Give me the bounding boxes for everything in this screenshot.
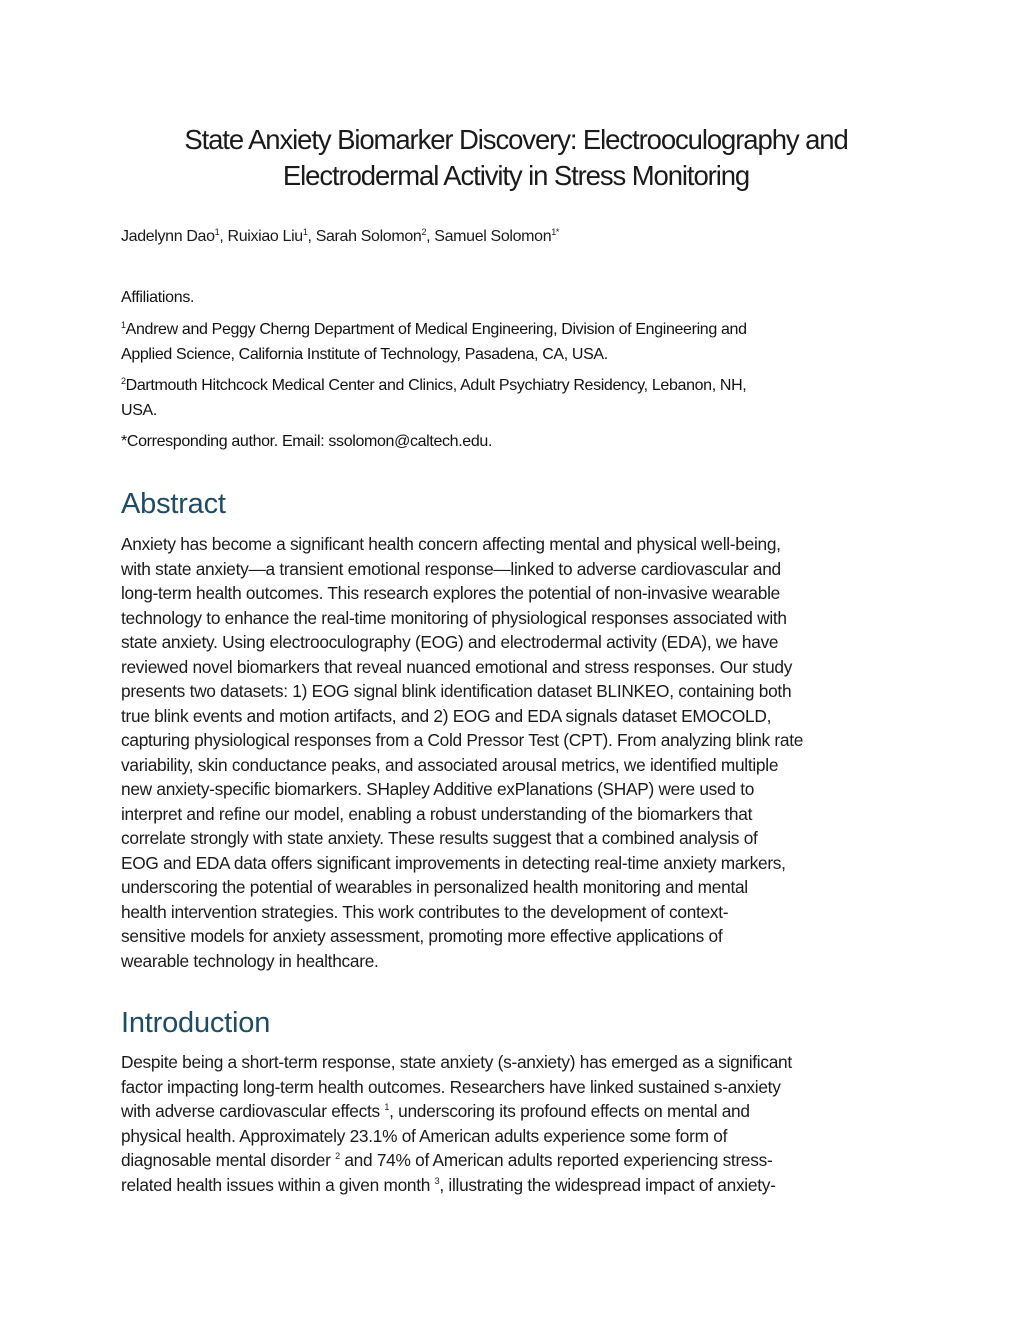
citation-ref[interactable]: 2 [335, 1151, 340, 1161]
introduction-line: physical health. Approximately 23.1% of American adults experience some form of [121, 1125, 728, 1146]
citation-ref[interactable]: 1 [384, 1102, 390, 1112]
title-line: State Anxiety Biomarker Discovery: Electrooculography and [184, 124, 848, 155]
abstract-line: presents two datasets: 1) EOG signal blink identification dataset BLINKEO, containing both [121, 681, 792, 701]
author: Sarah Solomon$^2$, [315, 227, 435, 245]
author: Samuel Solomon$^{1*}$ [434, 227, 560, 245]
abstract-line: EOG and EDA data offers significant improvements in detecting real-time anxiety markers, [121, 852, 786, 873]
abstract-line: health intervention strategies. This work contributes to the development of context- [121, 901, 729, 922]
abstract-line: wearable technology in healthcare. [121, 950, 379, 971]
abstract-line: interpret and refine our model, enabling a robust understanding of the biomarkers that [121, 803, 753, 824]
citation-ref[interactable]: 3 [434, 1175, 440, 1186]
abstract-body [121, 532, 911, 973]
introduction-line: related health issues within a given month $^3$, illustrating the widespread impact of anxiety- [121, 1174, 776, 1195]
paper-title [121, 122, 911, 194]
abstract-line: new anxiety-specific biomarkers. SHapley Additive exPlanations (SHAP) were used to [121, 779, 755, 799]
abstract-line: reviewed novel biomarkers that reveal nuanced emotional and stress responses. Our study [121, 656, 793, 677]
introduction-line: Despite being a short-term response, state anxiety (s-anxiety) has emerged as a significant [121, 1052, 792, 1072]
author-list [121, 226, 559, 248]
abstract-line: variability, skin conductance peaks, and associated arousal metrics, we identified multiple [121, 754, 779, 775]
abstract-line: underscoring the potential of wearables in personalized health monitoring and mental [121, 877, 748, 897]
author: Ruixiao Liu$^1$, [227, 227, 316, 245]
affiliations-heading: Affiliations. [121, 289, 195, 306]
corresponding-author: *Corresponding author. Email: ssolomon@caltech.edu. [121, 433, 493, 450]
introduction-line: diagnosable mental disorder $^2$ and 74% of American adults reported experiencing stress- [121, 1150, 773, 1170]
abstract-line: technology to enhance the real-time monitoring of physiological responses associated with [121, 607, 787, 628]
abstract-line: true blink events and motion artifacts, and 2) EOG and EDA signals dataset EMOCOLD, [121, 705, 772, 726]
introduction-line: with adverse cardiovascular effects $^1$, underscoring its profound effects on mental and [121, 1101, 750, 1121]
abstract-line: Anxiety has become a significant health concern affecting mental and physical well-being, [121, 534, 781, 554]
affiliation-2: $^2$Dartmouth Hitchcock Medical Center and Clinics, Adult Psychiatry Residency, Lebanon, NH, USA. [121, 376, 747, 419]
abstract-line: state anxiety. Using electrooculography (EOG) and electrodermal activity (EDA), we have [121, 632, 779, 652]
abstract-line: sensitive models for anxiety assessment, promoting more effective applications of [121, 926, 723, 946]
abstract-line: with state anxiety—a transient emotional response—linked to adverse cardiovascular and [121, 558, 781, 579]
introduction-body [121, 1050, 911, 1197]
author: Jadelynn Dao$^1$, [121, 227, 228, 245]
title-line: Electrodermal Activity in Stress Monitoring [282, 160, 750, 191]
abstract-line: correlate strongly with state anxiety. These results suggest that a combined analysis of [121, 828, 758, 848]
affiliation-1: $^1$Andrew and Peggy Cherng Department of Medical Engineering, Division of Engineering and Applied Science, California Institute of Technology, Pasadena, CA, USA. [121, 320, 747, 363]
introduction-heading: Introduction [121, 1007, 271, 1039]
abstract-line: long-term health outcomes. This research explores the potential of non-invasive wearable [121, 583, 780, 603]
introduction-line: factor impacting long-term health outcomes. Researchers have linked sustained s-anxiety [121, 1076, 781, 1097]
abstract-heading: Abstract [121, 488, 226, 520]
abstract-line: capturing physiological responses from a Cold Pressor Test (CPT). From analyzing blink rate [121, 730, 804, 750]
